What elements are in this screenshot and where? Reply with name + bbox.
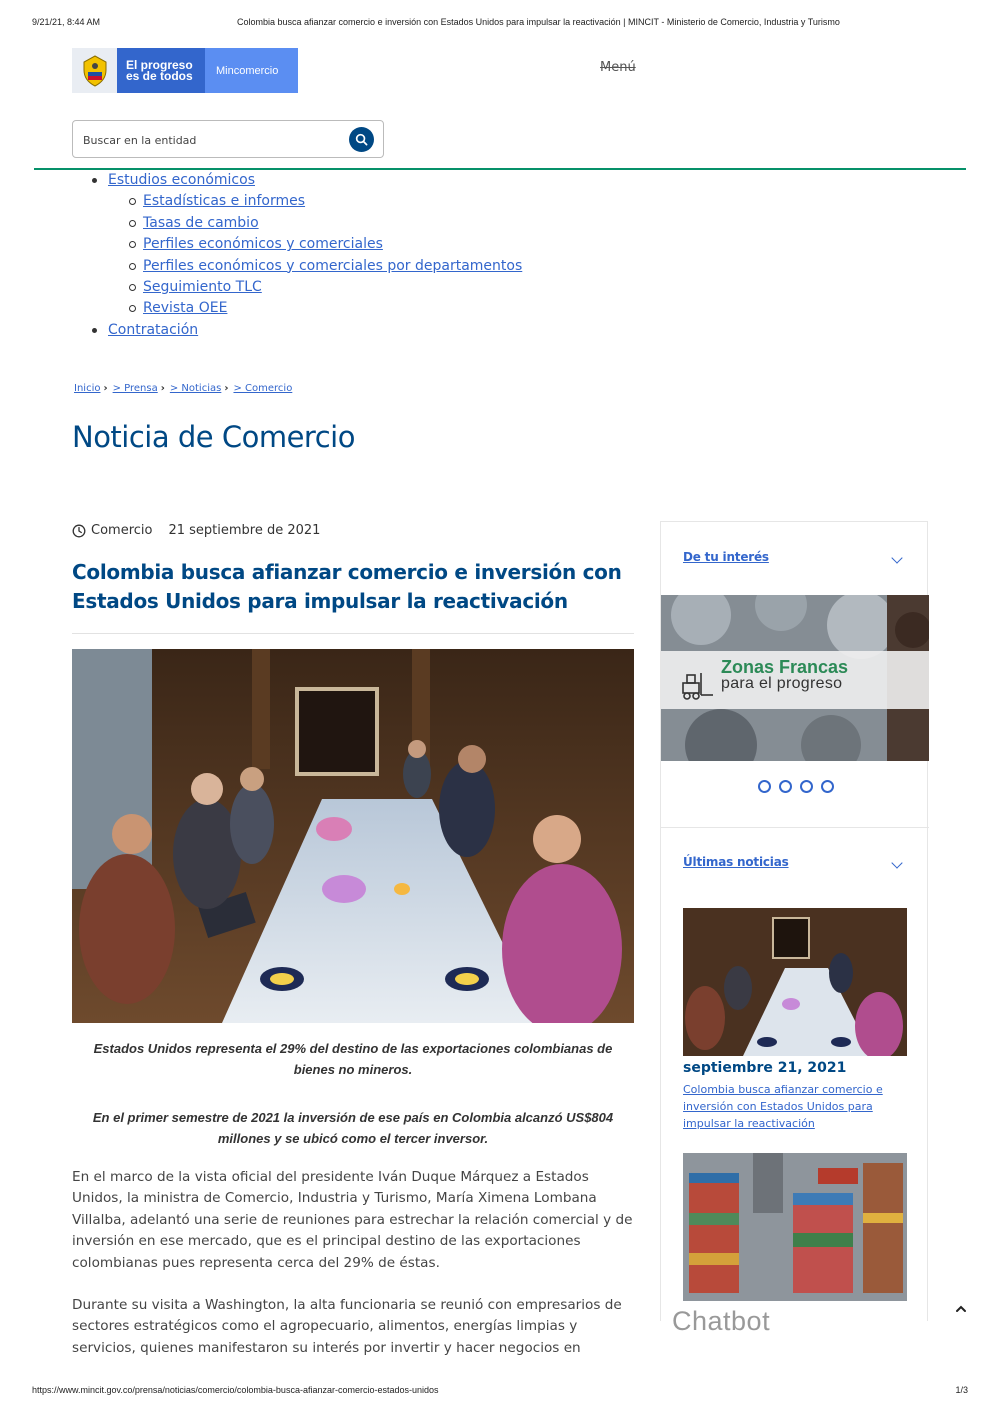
breadcrumb <box>74 383 292 394</box>
nav-item-estadisticas[interactable]: Estadísticas e informes <box>72 191 522 212</box>
chevron-up-icon[interactable] <box>954 1302 968 1316</box>
print-datetime: 9/21/21, 8:44 AM <box>32 17 101 27</box>
site-logo[interactable] <box>72 48 298 93</box>
breadcrumb-separator: › <box>103 383 108 394</box>
clock-icon <box>72 524 86 538</box>
banner-title: Zonas Francas <box>721 657 849 677</box>
nav-item-contratacion[interactable]: Contratación <box>72 320 522 341</box>
sidebar <box>660 521 928 1321</box>
article-paragraph-1: En el marco de la vista oficial del presidente Iván Duque Márquez a Estados Unidos, la ministra de Comercio, Industria y Turismo, María Ximena Lombana Villalba, adelantó una serie de reuniones para estrechar la relación comercial y de inversión en ese mercado, que es el principal destino de las exportaciones colombianas pues representa cerca del 29% de éstas. <box>72 1169 633 1271</box>
news-date: septiembre 21, 2021 <box>683 1060 847 1076</box>
nav-item-seguimiento-tlc[interactable]: Seguimiento TLC <box>72 277 522 298</box>
interest-heading[interactable]: De tu interés <box>683 550 769 564</box>
forklift-icon <box>681 671 715 701</box>
logo-entity: Mincomercio <box>205 48 298 93</box>
search-box <box>72 120 384 158</box>
logo-slogan: El progreso es de todos <box>117 48 205 93</box>
nav-item-perfiles[interactable]: Perfiles económicos y comerciales <box>72 234 522 255</box>
chatbot-button[interactable]: Chatbot <box>672 1306 771 1336</box>
breadcrumb-inicio[interactable]: Inicio <box>74 383 101 394</box>
article-meta <box>72 523 320 538</box>
zonas-francas-banner[interactable] <box>661 595 929 761</box>
nav-item-tasas-de-cambio[interactable]: Tasas de cambio <box>72 213 522 234</box>
breadcrumb-comercio[interactable]: > Comercio <box>233 383 293 394</box>
print-url: https://www.mincit.gov.co/prensa/noticias/comercio/colombia-busca-afianzar-comercio-estados-unidos <box>32 1385 439 1395</box>
print-page-title: Colombia busca afianzar comercio e inversión con Estados Unidos para impulsar la reactivación | MINCIT - Ministerio de Comercio, Industria y Turismo <box>237 17 840 27</box>
nav-item-perfiles-departamentos[interactable]: Perfiles económicos y comerciales por departamentos <box>72 256 522 277</box>
breadcrumb-separator: › <box>160 383 165 394</box>
article-photo <box>72 649 634 1023</box>
carousel-dot[interactable] <box>821 780 834 793</box>
article-category: Comercio <box>91 523 153 538</box>
chevron-down-icon[interactable] <box>891 552 902 563</box>
article-lead-2: En el primer semestre de 2021 la inversión de ese país en Colombia alcanzó US$804 millones y se ubicó como el tercer inversor. <box>92 1110 614 1146</box>
sidebar-divider <box>661 827 929 828</box>
search-icon <box>355 133 368 146</box>
breadcrumb-noticias[interactable]: > Noticias <box>169 383 222 394</box>
breadcrumb-separator: › <box>224 383 229 394</box>
search-input[interactable] <box>83 130 343 150</box>
article-date: 21 septiembre de 2021 <box>168 523 321 538</box>
news-thumbnail[interactable] <box>683 1153 907 1301</box>
print-page-number: 1/3 <box>955 1385 968 1395</box>
carousel-dots <box>758 780 834 793</box>
chevron-down-icon[interactable] <box>891 857 902 868</box>
article-lead-1: Estados Unidos representa el 29% del destino de las exportaciones colombianas de bienes no mineros. <box>93 1041 613 1077</box>
menu-button[interactable]: Menú <box>600 60 636 75</box>
latest-news-heading[interactable]: Últimas noticias <box>683 855 789 869</box>
carousel-dot[interactable] <box>758 780 771 793</box>
search-button[interactable] <box>349 127 374 152</box>
nav-item-revista-oee[interactable]: Revista OEE <box>72 298 522 319</box>
article-paragraph-2: Durante su visita a Washington, la alta funcionaria se reunió con empresarios de sectores estratégicos como el agropecuario, alimentos, energías limpias y servicios, quienes manifestaron su interés por invertir y hacer negocios en <box>72 1297 622 1356</box>
coat-of-arms-icon <box>72 48 117 93</box>
nav-item-estudios-economicos[interactable]: Estudios económicos <box>72 170 522 191</box>
banner-subtitle: para el progreso <box>721 675 843 692</box>
article-title: Colombia busca afianzar comercio e inversión con Estados Unidos para impulsar la reactivación <box>72 560 622 613</box>
breadcrumb-prensa[interactable]: > Prensa <box>112 383 158 394</box>
title-divider <box>72 633 634 634</box>
nav-menu <box>72 170 522 341</box>
news-link[interactable]: Colombia busca afianzar comercio e inversión con Estados Unidos para impulsar la reactivación <box>683 1083 883 1130</box>
carousel-dot[interactable] <box>800 780 813 793</box>
news-thumbnail[interactable] <box>683 908 907 1056</box>
carousel-dot[interactable] <box>779 780 792 793</box>
page-title: Noticia de Comercio <box>72 420 355 454</box>
